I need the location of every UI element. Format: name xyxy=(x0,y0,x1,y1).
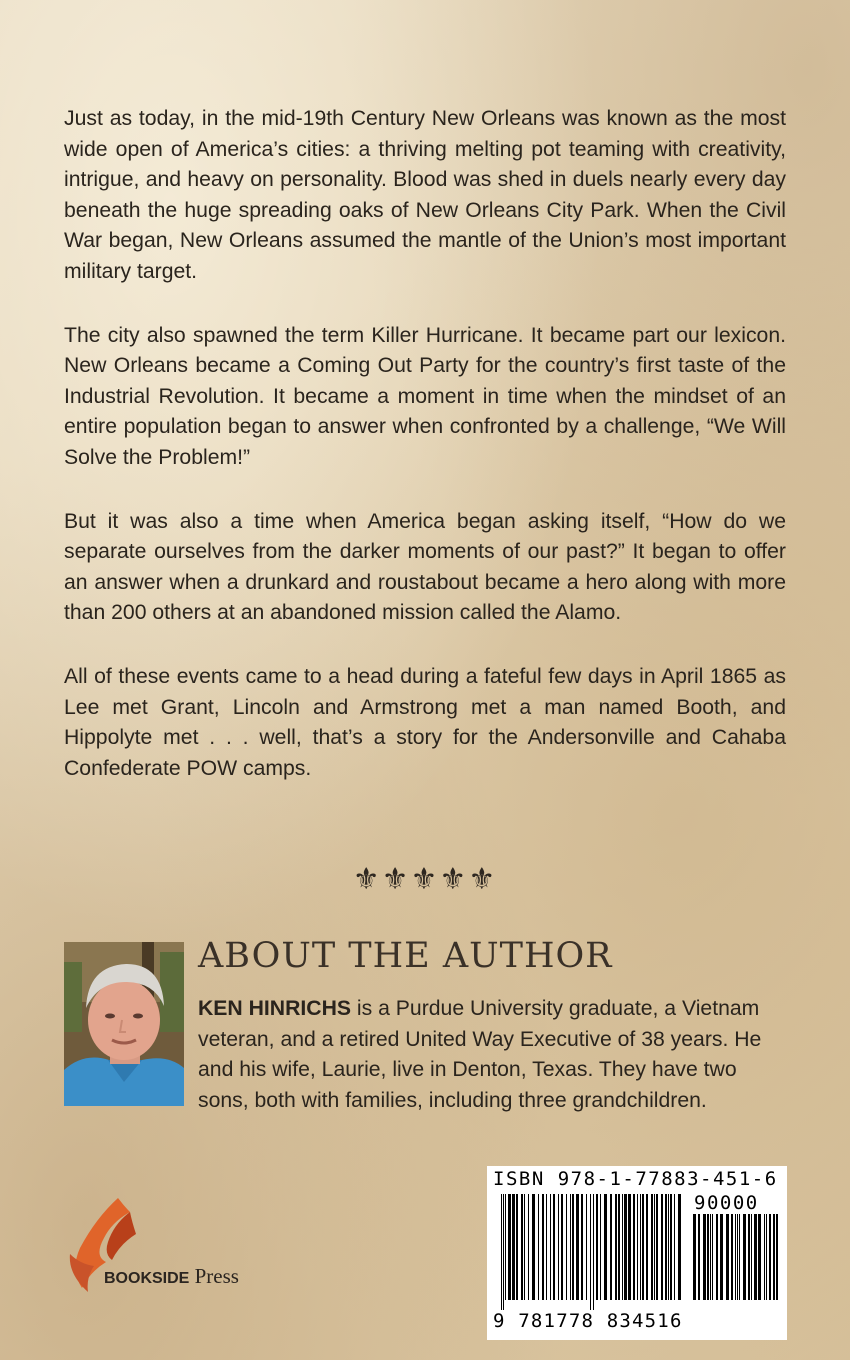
isbn-label: ISBN 978-1-77883-451-6 xyxy=(493,1168,778,1190)
barcode-bar xyxy=(566,1194,567,1300)
barcode-bar xyxy=(604,1194,607,1300)
barcode-bar xyxy=(628,1194,631,1300)
barcode-bar xyxy=(637,1194,638,1300)
addon-barcode-bars xyxy=(693,1214,779,1310)
barcode-bar xyxy=(764,1214,765,1300)
blurb-paragraph: But it was also a time when America began asking itself, “How do we separate ourselves from the darker moments of our past?” It began to offer an answer when a drunkard and roustabout became a hero along with more than 200 others at an abandoned mission called the Alamo. xyxy=(64,509,786,625)
barcode-bar xyxy=(501,1194,502,1310)
barcode-bar xyxy=(743,1214,746,1300)
barcode-bar xyxy=(651,1194,653,1300)
barcode-bar xyxy=(693,1214,696,1300)
barcode-bar xyxy=(731,1214,733,1300)
barcode-bar xyxy=(558,1194,559,1300)
ean-barcode-bars xyxy=(501,1194,683,1310)
barcode-bar xyxy=(610,1194,612,1300)
barcode-bar xyxy=(576,1194,579,1300)
barcode-bar xyxy=(618,1194,620,1300)
barcode-bar xyxy=(665,1194,667,1300)
barcode-bar xyxy=(596,1194,598,1300)
barcode-bar xyxy=(766,1214,767,1300)
barcode-bar xyxy=(670,1194,672,1300)
barcode-bar xyxy=(508,1194,511,1300)
barcode-bar xyxy=(737,1214,738,1300)
barcode-bar xyxy=(538,1194,539,1300)
barcode-bar xyxy=(633,1194,635,1300)
barcode-bar xyxy=(503,1194,504,1310)
barcode-bar xyxy=(561,1194,563,1300)
barcode-bar xyxy=(748,1214,750,1300)
blurb-paragraph: The city also spawned the term Killer Hurricane. It became part our lexicon. New Orleans became a Coming Out Party for the country’s first taste of the Industrial Revolution. It became a moment in time when the mindset of an entire population began to answer when confronted by a challenge, “We Will Solve the Problem!” xyxy=(64,323,786,469)
author-bio-text: is a Purdue University graduate, a Vietnam veteran, and a retired United Way Executive of 38 years. He and his wife, Laurie, live in Denton, Texas. They have two sons, both with families, including three grandchildren. xyxy=(198,997,762,1112)
blurb-paragraph: Just as today, in the mid-19th Century New Orleans was known as the most wide open of America’s cities: a thriving melting pot teaming with creativity, intrigue, and heavy on personality. Blood was shed in duels nearly every day beneath the huge spreading oaks of New Orleans City Park. When the Civil War began, New Orleans assumed the mantle of the Union’s most important military target. xyxy=(64,107,786,283)
barcode-bar xyxy=(570,1194,571,1300)
barcode-bar xyxy=(726,1214,729,1300)
barcode-bar xyxy=(600,1194,601,1300)
publisher-name xyxy=(104,1264,239,1289)
barcode-bar xyxy=(646,1194,648,1300)
barcode-bar xyxy=(532,1194,535,1300)
barcode-bar xyxy=(769,1214,771,1300)
barcode-bar xyxy=(615,1194,617,1300)
publisher-brand: BOOKSIDE xyxy=(104,1270,190,1287)
barcode-bar xyxy=(512,1194,515,1300)
author-photo xyxy=(64,942,184,1106)
barcode-bar xyxy=(758,1214,761,1300)
barcode-bar xyxy=(720,1214,723,1300)
barcode-bar xyxy=(553,1194,555,1300)
barcode-bar xyxy=(521,1194,523,1300)
barcode-bar xyxy=(678,1194,681,1300)
barcode-bar xyxy=(712,1214,713,1300)
barcode-bar xyxy=(516,1194,518,1300)
barcode-bar xyxy=(640,1194,641,1300)
barcode-bar xyxy=(751,1214,752,1300)
barcode-bar xyxy=(642,1194,644,1300)
barcode-bar xyxy=(505,1194,506,1300)
fleur-de-lis-icon: ⚜⚜⚜⚜⚜ xyxy=(352,862,498,897)
back-cover-blurb xyxy=(64,104,786,817)
barcode-bar xyxy=(586,1194,587,1300)
barcode-bar xyxy=(656,1194,658,1300)
publisher-suffix: Press xyxy=(189,1264,239,1288)
barcode-bar xyxy=(698,1214,700,1300)
about-author-heading: ABOUT THE AUTHOR xyxy=(198,936,613,976)
barcode-bar xyxy=(572,1194,574,1300)
barcode-bar xyxy=(703,1214,706,1300)
ean-digits: 9 781778 834516 xyxy=(493,1310,683,1332)
author-name: KEN HINRICHS xyxy=(198,997,352,1020)
barcode-bar xyxy=(773,1214,775,1300)
barcode-bar xyxy=(528,1194,529,1300)
price-code: 90000 xyxy=(694,1192,759,1214)
barcode-bar xyxy=(542,1194,544,1300)
barcode-bar xyxy=(710,1214,711,1300)
barcode-bar xyxy=(590,1194,591,1310)
barcode-bar xyxy=(546,1194,547,1300)
barcode-bar xyxy=(674,1194,675,1300)
barcode-bar xyxy=(739,1214,740,1300)
blurb-paragraph: All of these events came to a head during a fateful few days in April 1865 as Lee met Grant, Lincoln and Armstrong met a man named Booth, and Hippolyte met . . . well, that’s a story for the Andersonville and Cahaba Confederate POW camps. xyxy=(64,664,786,780)
barcode-bar xyxy=(524,1194,525,1300)
barcode-bar xyxy=(622,1194,623,1300)
barcode-bar xyxy=(716,1214,718,1300)
barcode-bar xyxy=(654,1194,655,1300)
barcode-bar xyxy=(707,1214,709,1300)
barcode-bar xyxy=(581,1194,583,1300)
barcode-bar xyxy=(776,1214,778,1300)
barcode-bar xyxy=(661,1194,663,1300)
barcode-bar xyxy=(754,1214,757,1300)
barcode-bar xyxy=(624,1194,627,1300)
barcode-bar xyxy=(550,1194,551,1300)
barcode-bar xyxy=(668,1194,669,1300)
author-bio xyxy=(198,994,786,1116)
isbn-barcode xyxy=(487,1166,787,1340)
barcode-bar xyxy=(593,1194,594,1310)
barcode-bar xyxy=(735,1214,736,1300)
